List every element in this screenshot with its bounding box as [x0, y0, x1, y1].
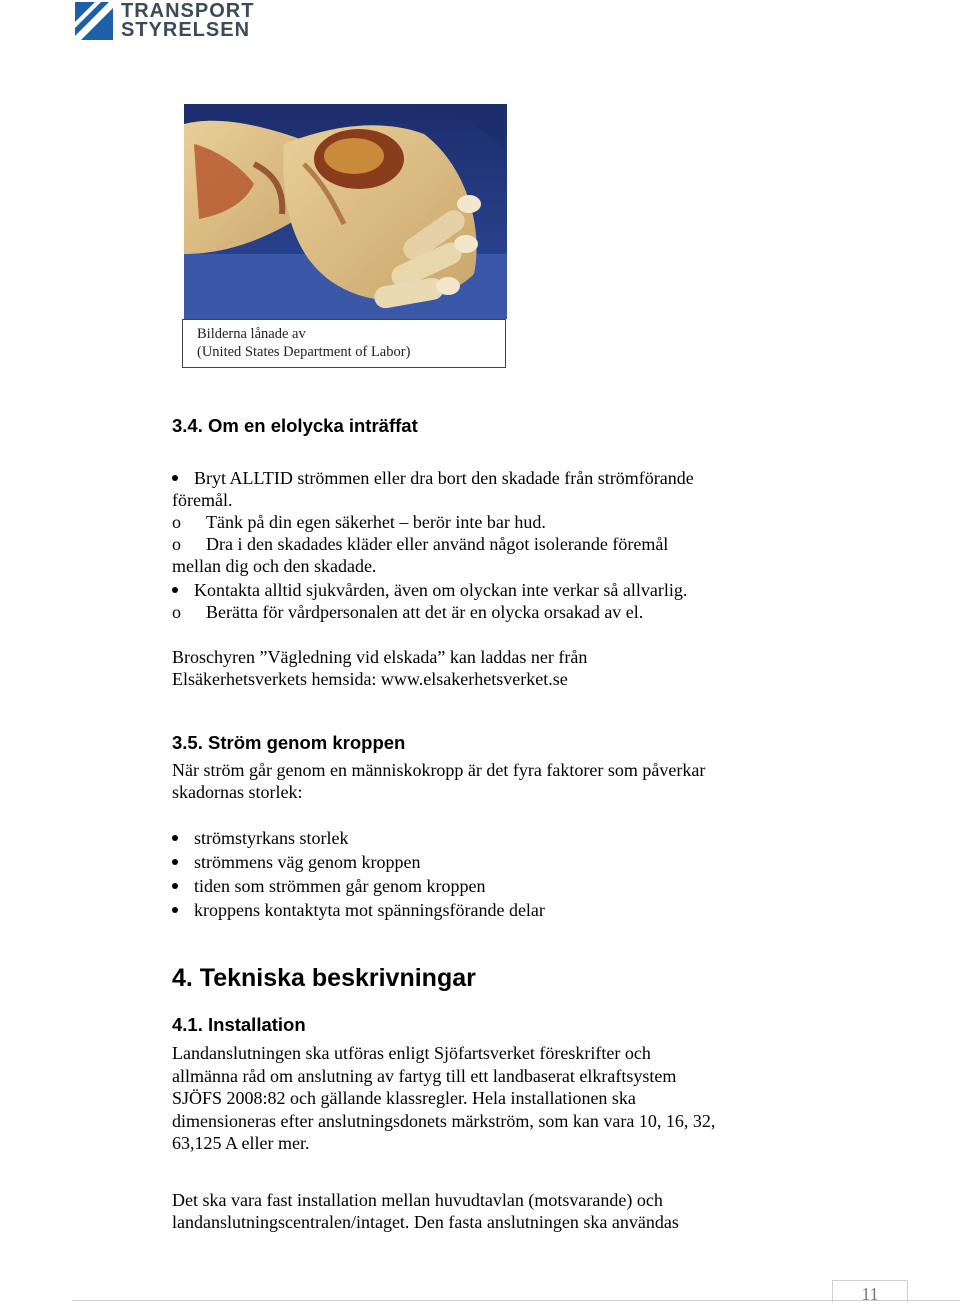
list-item-text: Tänk på din egen säkerhet – berör inte bar hud. [206, 512, 546, 532]
footer-rule [72, 1300, 960, 1301]
bullet-icon [172, 835, 178, 841]
paragraph-line: Landanslutningen ska utföras enligt Sjöfartsverket föreskrifter och [172, 1043, 651, 1063]
heading-4-1: 4.1. Installation [172, 1014, 306, 1035]
list-item-text: Dra i den skadades kläder eller använd något isolerande föremål [206, 534, 669, 554]
paragraph-line: Det ska vara fast installation mellan huvudtavlan (motsvarande) och [172, 1190, 663, 1210]
paragraph-line: SJÖFS 2008:82 och gällande klassregler. Hela installationen ska [172, 1088, 636, 1108]
caption-line-2: (United States Department of Labor) [197, 344, 411, 360]
list-item-text: tiden som strömmen går genom kroppen [194, 876, 486, 896]
circle-bullet-icon: o [172, 602, 181, 622]
logo-line-2: STYRELSEN [121, 19, 251, 41]
bullet-icon [172, 883, 178, 889]
list-item-text: kroppens kontaktyta mot spänningsförande delar [194, 900, 545, 920]
list-item-text-continued: mellan dig och den skadade. [172, 556, 377, 576]
list-item-text: strömstyrkans storlek [194, 828, 349, 848]
paragraph-line: dimensioneras efter anslutningsdonets märkström, som kan vara 10, 16, 32, [172, 1111, 716, 1131]
bullet-icon [172, 859, 178, 865]
page-number: 11 [832, 1280, 908, 1302]
paragraph-line: 63,125 A eller mer. [172, 1133, 310, 1153]
list-item-text: Kontakta alltid sjukvården, även om olyckan inte verkar så allvarlig. [194, 580, 688, 600]
paragraph-line: landanslutningscentralen/intaget. Den fasta anslutningen ska användas [172, 1212, 679, 1232]
logo-wordmark [121, 2, 254, 40]
logo-line-1: TRANSPORT [121, 0, 255, 22]
injury-figure [182, 102, 508, 370]
circle-bullet-icon: o [172, 512, 181, 532]
list-item-text: strömmens väg genom kroppen [194, 852, 421, 872]
list-item-text: Bryt ALLTID strömmen eller dra bort den skadade från strömförande [194, 468, 694, 488]
paragraph-line: När ström går genom en människokropp är det fyra faktorer som påverkar [172, 760, 706, 780]
bullet-icon [172, 475, 178, 481]
paragraph-line: skadornas storlek: [172, 782, 303, 802]
figure-caption [182, 319, 506, 368]
injured-hand-photo [184, 104, 507, 319]
transportstyrelsen-logo [75, 0, 255, 44]
heading-4: 4. Tekniska beskrivningar [172, 964, 476, 992]
caption-line-1: Bilderna lånade av [197, 326, 306, 342]
paragraph-line: allmänna råd om anslutning av fartyg till ett landbaserat elkraftsystem [172, 1066, 677, 1086]
heading-3-4: 3.4. Om en elolycka inträffat [172, 415, 418, 436]
bullet-icon [172, 907, 178, 913]
circle-bullet-icon: o [172, 534, 181, 554]
paragraph-line: Broschyren ”Vägledning vid elskada” kan laddas ner från [172, 647, 588, 667]
heading-3-5: 3.5. Ström genom kroppen [172, 732, 406, 753]
paragraph-line: Elsäkerhetsverkets hemsida: www.elsakerhetsverket.se [172, 669, 568, 689]
logo-mark-icon [75, 2, 113, 40]
list-item-text-continued: föremål. [172, 490, 233, 510]
bullet-icon [172, 587, 178, 593]
list-item-text: Berätta för vårdpersonalen att det är en olycka orsakad av el. [206, 602, 644, 622]
